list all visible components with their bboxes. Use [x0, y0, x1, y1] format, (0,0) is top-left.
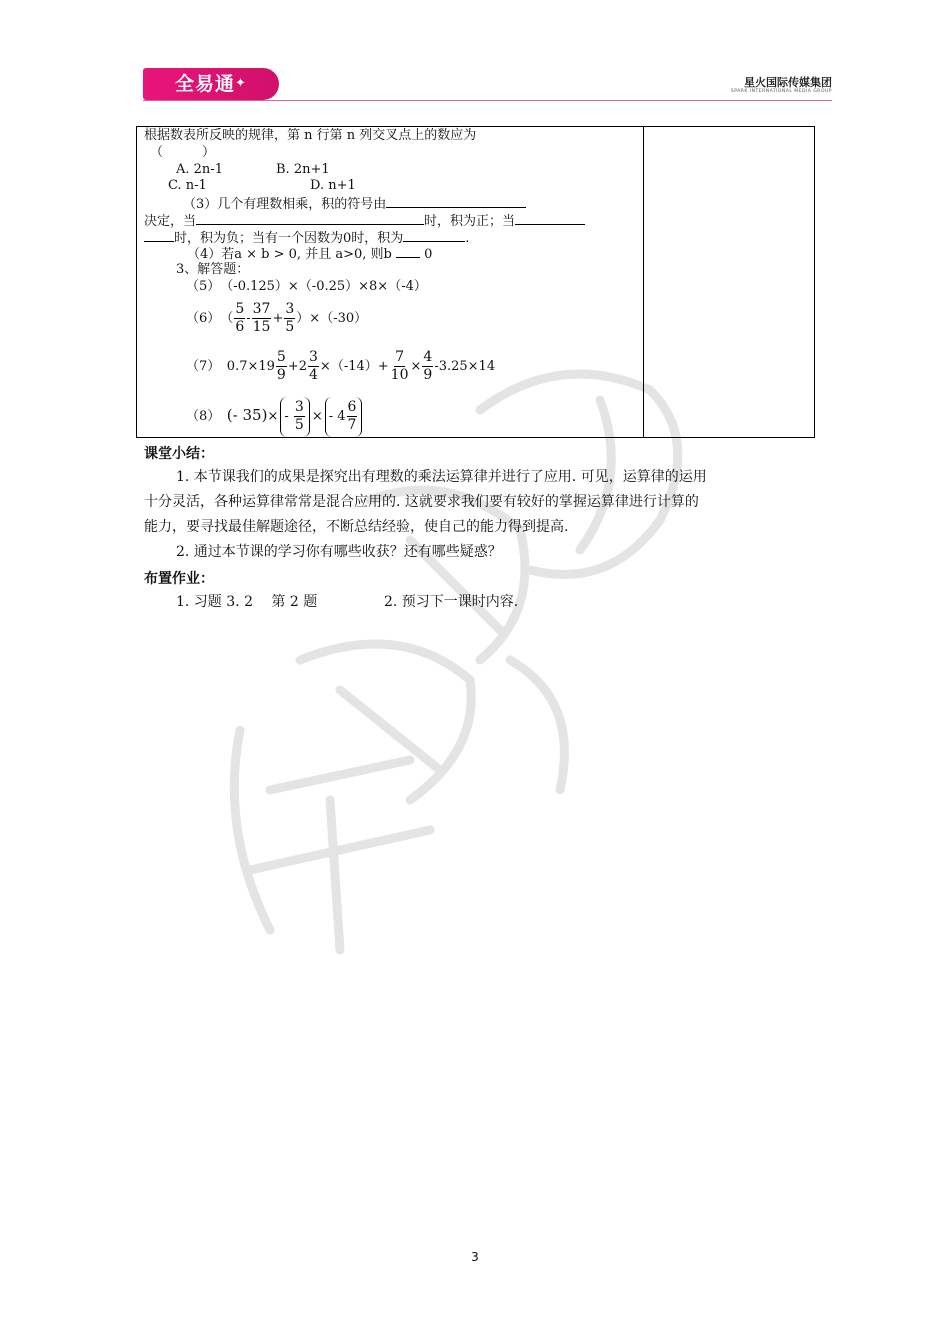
numerator: 6 [347, 399, 357, 415]
operator: - [246, 311, 251, 326]
fill-blank [515, 212, 585, 225]
summary-paragraph-1-line-3: 能力，要寻找最佳解题途径，不断总结经验，使自己的能力得到提高. [144, 519, 569, 535]
fraction [234, 301, 245, 336]
fill-blank [386, 195, 526, 208]
option-d: D. n+1 [310, 178, 356, 193]
denominator: 6 [235, 319, 245, 335]
problem-6-label: （6） [186, 311, 214, 326]
operator: × [311, 409, 323, 424]
homework-item-1: 1. 习题 3. 2 第 2 题 [176, 594, 318, 610]
publisher-english-name: SPARK INTERNATIONAL MEDIA GROUP [730, 89, 832, 94]
denominator: 4 [309, 367, 318, 383]
brand-logo [143, 68, 279, 100]
numerator: 37 [252, 301, 271, 317]
expr-part: +2 [287, 359, 307, 374]
problem-7-label: （7） [186, 359, 214, 374]
numerator: 5 [276, 349, 286, 365]
option-b: B. 2n+1 [276, 162, 330, 177]
denominator: 9 [423, 367, 433, 383]
table-column-divider [643, 126, 644, 438]
q4-text-b: 0 [424, 247, 433, 262]
numerator: 3 [309, 349, 318, 365]
fill-blank [403, 229, 465, 242]
denominator: 5 [285, 319, 295, 335]
option-a: A. 2n-1 [176, 162, 223, 177]
summary-paragraph-2: 2. 通过本节课的学习你有哪些收获？还有哪些疑惑？ [176, 544, 502, 560]
publisher-name: 星火国际传媒集团 [744, 76, 832, 89]
fill-blank [196, 212, 424, 225]
problem-6 [186, 300, 367, 338]
denominator: 5 [294, 417, 304, 433]
q3-text-c: 时，积为正；当 [424, 214, 516, 229]
expr-part: (- 35) [226, 406, 268, 424]
question-intro: 根据数表所反映的规律，第 n 行第 n 列交叉点上的数应为 [144, 128, 477, 143]
homework-item-2: 2. 预习下一课时内容. [384, 594, 519, 610]
numerator: 3 [294, 399, 304, 415]
fraction [284, 301, 295, 336]
fraction [422, 349, 433, 384]
bracket-group [280, 397, 309, 437]
problem-8 [186, 394, 364, 438]
problem-6-close: ）×（-30） [296, 311, 368, 326]
fraction [252, 301, 272, 336]
q3-text-d: 时，积为负；当有一个因数为0时，积为 [174, 231, 404, 246]
fraction [308, 349, 319, 384]
operator: × [267, 409, 279, 424]
problem-5 [186, 279, 427, 295]
expr-part: - 4 [328, 408, 346, 424]
problem-5-expression: （-0.125）×（-0.25）×8×（-4） [226, 279, 427, 294]
fill-blank [144, 229, 174, 242]
summary-paragraph-1-line-1: 1. 本节课我们的成果是探究出有理数的乘法运算律并进行了应用. 可见，运算律的运用 [176, 469, 707, 485]
summary-paragraph-1-line-2: 十分灵活，各种运算律常常是混合应用的. 这就要求我们要有较好的掌握运算律进行计算的 [144, 494, 699, 510]
expr-part: × [410, 359, 422, 374]
fraction [294, 399, 305, 434]
denominator: 7 [347, 417, 357, 433]
logo-star-icon: ✦ [235, 76, 247, 91]
fraction [347, 399, 358, 434]
logo-text: 全易通 [175, 73, 236, 95]
fraction [276, 349, 287, 384]
numerator: 4 [423, 349, 433, 365]
denominator: 9 [276, 367, 286, 383]
denominator: 10 [390, 367, 409, 383]
homework-heading: 布置作业： [144, 571, 214, 587]
q4-text-a: （4）若a × b > 0, 并且 a>0, 则b [187, 247, 392, 262]
fill-blank [396, 245, 420, 258]
operator: + [272, 311, 284, 326]
summary-heading: 课堂小结： [144, 446, 214, 462]
q3-text-e: . [465, 231, 470, 246]
section-3-heading: 3、解答题： [176, 262, 250, 277]
numerator: 5 [235, 301, 245, 317]
header-divider [143, 100, 832, 101]
problem-8-label: （8） [186, 409, 214, 424]
problem-6-open: （ [226, 311, 234, 326]
question-3-line1 [183, 195, 526, 213]
option-c: C. n-1 [168, 178, 207, 193]
question-4 [187, 245, 432, 263]
problem-7 [186, 348, 495, 386]
numerator: 7 [395, 349, 405, 365]
q3-text-b: 决定，当 [144, 214, 197, 229]
expr-part: ×（-14）+ [319, 359, 389, 374]
expr-part: 0.7×19 [226, 359, 275, 374]
q3-text-a: （3）几个有理数相乘，积的符号由 [183, 197, 387, 212]
operator: - [284, 408, 289, 424]
denominator: 15 [252, 319, 271, 335]
problem-5-label: （5） [186, 279, 214, 294]
answer-blank: （ ） [150, 145, 216, 160]
bracket-group [325, 397, 363, 437]
expr-part: -3.25×14 [434, 359, 496, 374]
fraction [390, 349, 410, 384]
page-number: 3 [471, 1250, 479, 1264]
question-3-line2 [144, 212, 585, 230]
numerator: 3 [285, 301, 295, 317]
